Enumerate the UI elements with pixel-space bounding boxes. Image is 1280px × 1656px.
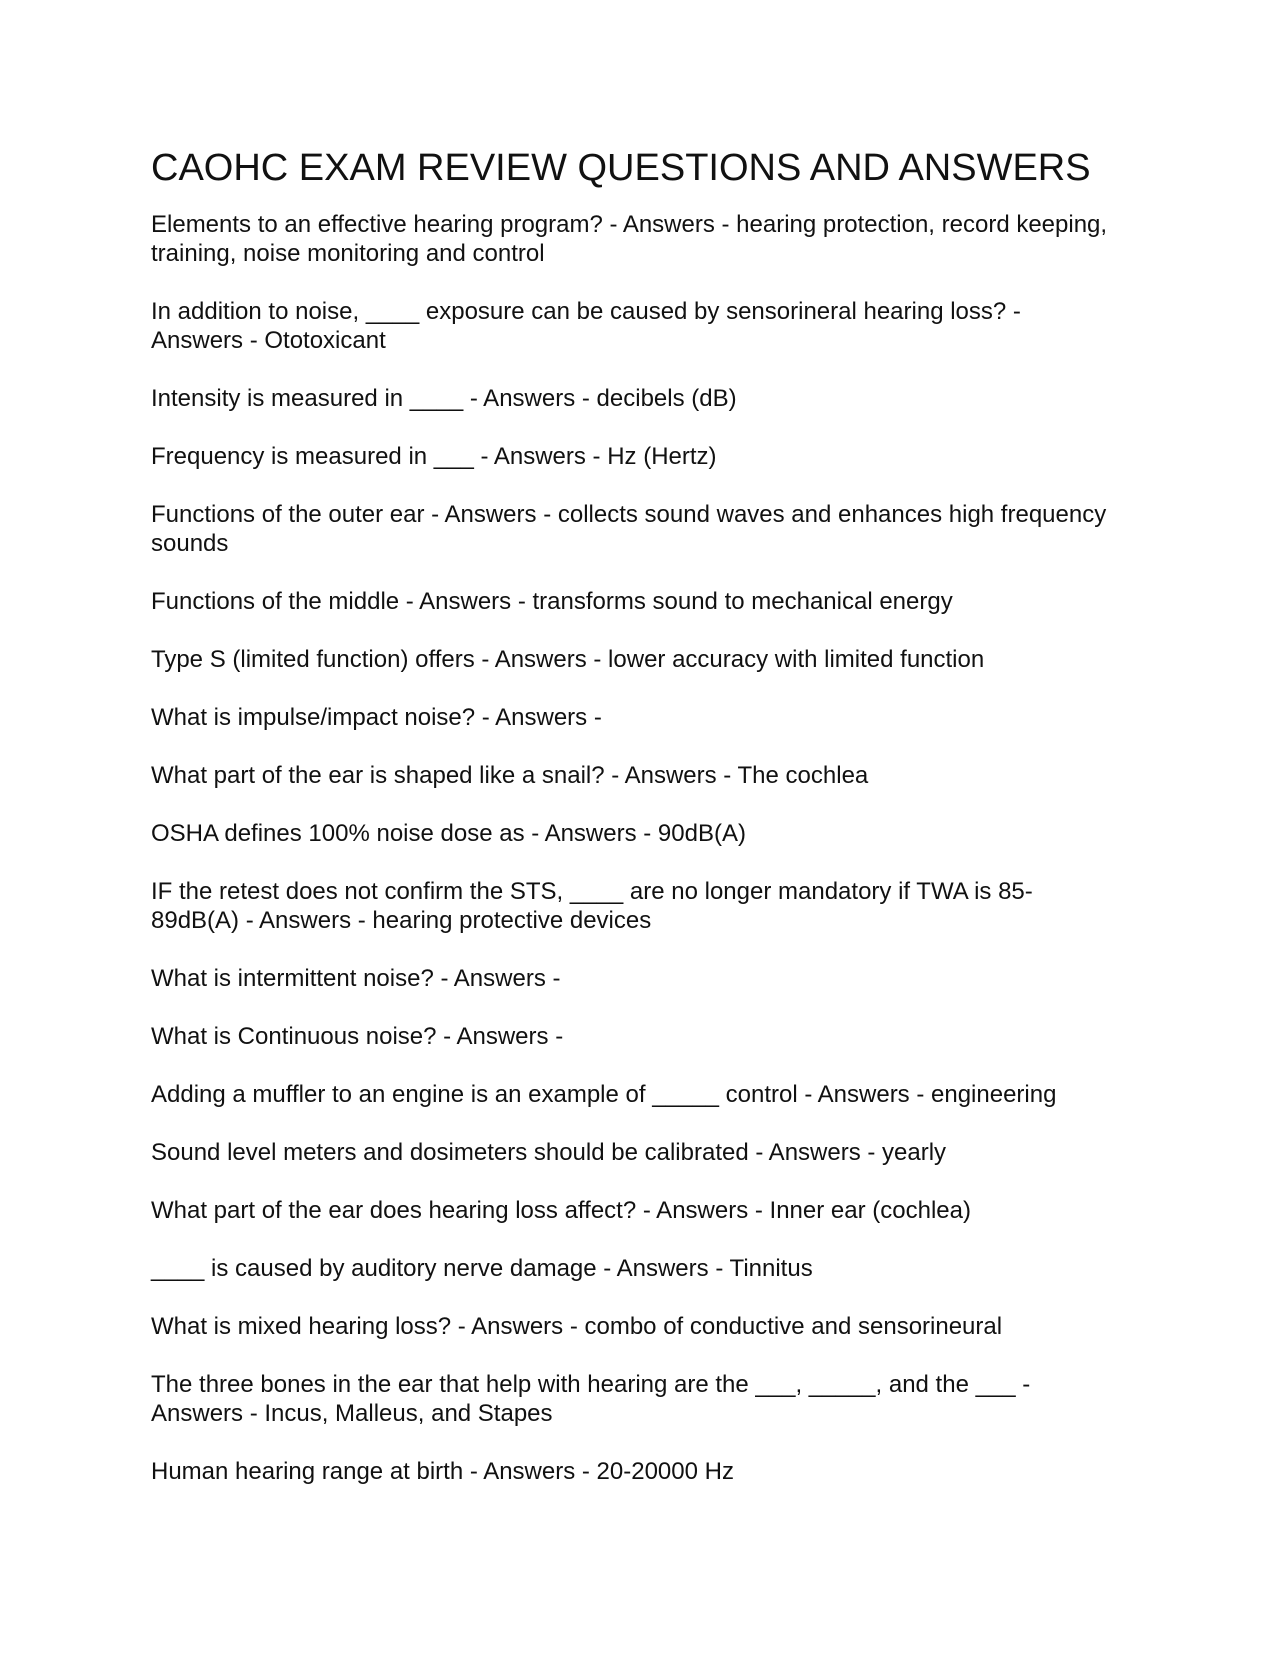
qa-item: Adding a muffler to an engine is an example of _____ control - Answers - engineering bbox=[151, 1081, 1057, 1108]
qa-item: Functions of the outer ear - Answers - collects sound waves and enhances high frequency sounds bbox=[151, 501, 1107, 557]
qa-item: What is impulse/impact noise? - Answers - bbox=[151, 704, 602, 731]
qa-item: What part of the ear does hearing loss affect? - Answers - Inner ear (cochlea) bbox=[151, 1197, 971, 1224]
qa-item: Frequency is measured in ___ - Answers - Hz (Hertz) bbox=[151, 443, 717, 470]
qa-item: What is mixed hearing loss? - Answers - combo of conductive and sensorineural bbox=[151, 1313, 1003, 1340]
qa-item: Intensity is measured in ____ - Answers - decibels (dB) bbox=[151, 385, 737, 412]
qa-item: Elements to an effective hearing program? - Answers - hearing protection, record keeping, training, noise monitoring and control bbox=[151, 211, 1108, 267]
qa-item: What is intermittent noise? - Answers - bbox=[151, 965, 561, 992]
qa-item: Type S (limited function) offers - Answers - lower accuracy with limited function bbox=[151, 646, 985, 673]
qa-item: Human hearing range at birth - Answers - 20-20000 Hz bbox=[151, 1458, 734, 1485]
qa-item: IF the retest does not confirm the STS, ____ are no longer mandatory if TWA is 85-89dB(A) - Answers - hearing protective devices bbox=[151, 878, 1033, 934]
qa-item: What is Continuous noise? - Answers - bbox=[151, 1023, 564, 1050]
qa-item: ____ is caused by auditory nerve damage - Answers - Tinnitus bbox=[151, 1255, 813, 1282]
qa-item: Sound level meters and dosimeters should be calibrated - Answers - yearly bbox=[151, 1139, 947, 1166]
qa-list bbox=[151, 210, 1111, 1486]
document-content bbox=[151, 146, 1111, 1515]
qa-item: OSHA defines 100% noise dose as - Answers - 90dB(A) bbox=[151, 820, 746, 847]
qa-item: In addition to noise, ____ exposure can be caused by sensorineral hearing loss? - Answers - Ototoxicant bbox=[151, 298, 1021, 354]
qa-item: The three bones in the ear that help with hearing are the ___, _____, and the ___ - Answers - Incus, Malleus, and Stapes bbox=[151, 1371, 1031, 1427]
qa-item: What part of the ear is shaped like a snail? - Answers - The cochlea bbox=[151, 762, 869, 789]
document-title: CAOHC EXAM REVIEW QUESTIONS AND ANSWERS bbox=[151, 147, 1091, 189]
qa-item: Functions of the middle - Answers - transforms sound to mechanical energy bbox=[151, 588, 953, 615]
